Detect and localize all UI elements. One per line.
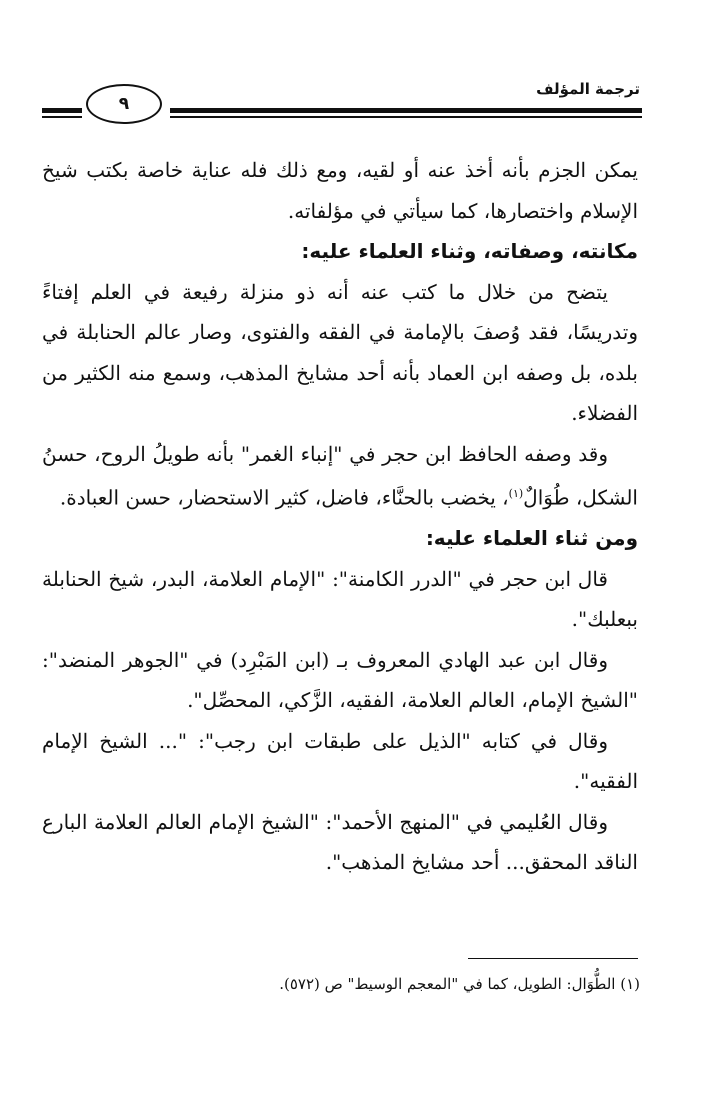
page-header xyxy=(42,78,642,126)
quote-dhayl: وقال في كتابه "الذيل على طبقات ابن رجب": "... الشيخ الإمام الفقيه". xyxy=(42,728,638,794)
paragraph-continuation: يمكن الجزم بأنه أخذ عنه أو لقيه، ومع ذلك فله عناية خاصة بكتب شيخ الإسلام واختصارها، كما سيأتي في مؤلفاته. xyxy=(42,158,638,223)
section-heading-status: مكانته، وصفاته، وثناء العلماء عليه: xyxy=(301,239,638,263)
section-heading-praise: ومن ثناء العلماء عليه: xyxy=(425,526,638,551)
paragraph-status: يتضح من خلال ما كتب عنه أنه ذو منزلة رفيعة في العلم إفتاءً وتدريسًا، فقد وُصفَ بالإمامة في الفقه والفتوى، وصار عالم الحنابلة في بلده، بل وصفه ابن العماد بأنه أحد مشايخ المذهب، وسمع منه الكثير من الفضلاء. xyxy=(42,279,638,425)
page-number: ٩ xyxy=(86,84,162,124)
footnote: (١) الطُّوَال: الطويل، كما في "المعجم الوسيط" ص (٥٧٢). xyxy=(279,975,640,993)
header-rule-thin xyxy=(170,116,642,118)
page-body xyxy=(42,150,638,883)
quote-ibn-almibrad: وقال ابن عبد الهادي المعروف بـ (ابن المَبْرِد) في "الجوهر المنضد": "الشيخ الإمام، العالم العلامة، الفقيه، الزَّكي، المحصِّل". xyxy=(42,647,638,713)
header-rule-left-thin xyxy=(42,116,82,118)
header-rule-left-thick xyxy=(42,108,82,113)
footnote-reference: (١) xyxy=(508,487,524,500)
running-title: ترجمة المؤلف xyxy=(536,80,640,98)
footnote-separator xyxy=(468,958,638,959)
quote-ibn-hajar: قال ابن حجر في "الدرر الكامنة": "الإمام العلامة، البدر، شيخ الحنابلة ببعلبك". xyxy=(42,566,638,632)
header-rule-thick xyxy=(170,108,642,113)
quote-ulaymi: وقال العُليمي في "المنهج الأحمد": "الشيخ الإمام العالم العلامة البارع الناقد المحقق... أحد مشايخ المذهب". xyxy=(42,809,638,875)
paragraph-description xyxy=(42,434,638,519)
description-text: وقد وصفه الحافظ ابن حجر في "إنباء الغمر" بأنه طويلُ الروح، حسنُ الشكل، طُوَالٌ xyxy=(42,441,638,510)
description-text-end: ، يخضب بالحنَّاء، فاضل، كثير الاستحضار، حسن العبادة. xyxy=(59,485,509,510)
